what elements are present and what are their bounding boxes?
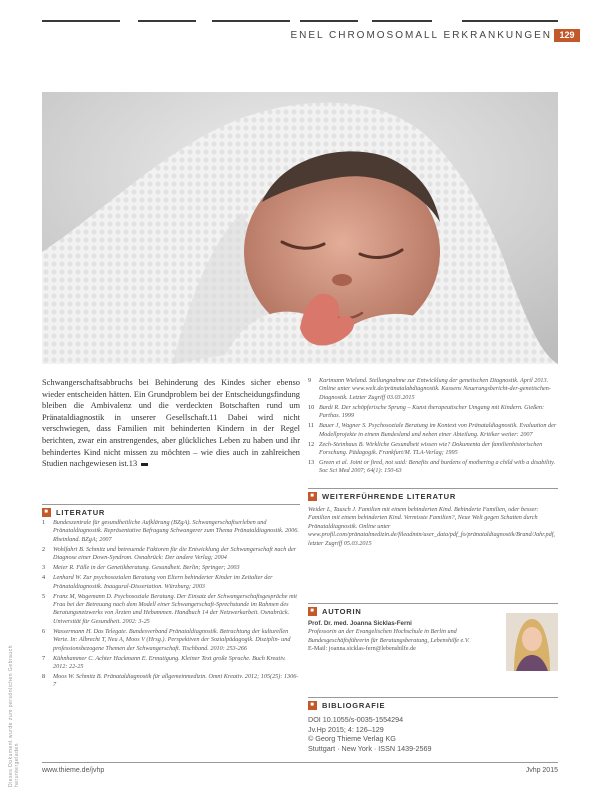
biblio-line: Stuttgart · New York · ISSN 1439-2569 [308, 743, 432, 753]
header-rule [138, 20, 196, 22]
body-paragraph-text: Schwangerschaftsabbruchs bei Behinderung des Kindes sicher ebenso wieder entscheiden hätten. Ein Grundproblem bei der Entscheidungsfindung bleiben die Ambivalenz und die verdeckten Botschaften rund um Pränataldiagnostik in unserer Gesellschaft.11 Dabei wird nicht verschwiegen, dass Familien mit behinderten Kindern in der Regel berichten, zwar ein anstrengendes, aber glückliches Leben zu haben und ihr behindertes Kind nicht missen zu möchten – wie dies auch in zahlreichen Studien nachgewiesen ist.13 [42, 378, 300, 469]
reference-number: 13 [308, 459, 315, 467]
literature-list-left [42, 519, 300, 691]
reference-number: 7 [42, 654, 46, 662]
reference-text: Meier R. Fälle in der Genetikberatung. Gesundheit. Berlin; Springer; 2003 [53, 564, 240, 572]
reference-text: Moos W. Schmitz B. Pränataldiagnostik für allgemeinmedizin. Omni Kreativ. 2012; 105(25): 1306-7 [53, 673, 299, 689]
author-name: Prof. Dr. med. Joanna Sicklas-Ferni [308, 620, 412, 627]
end-of-article-mark [141, 463, 148, 466]
biblio-line: DOI 10.1055/s-0035-1554294 [308, 715, 404, 724]
literature-heading [42, 504, 300, 517]
reference-item [42, 564, 300, 572]
reference-text: Kartmann Wieland. Stellungnahme zur Entwicklung der genetischen Diagnostik. April 2013. Online unter www.welt.de/pränatalabdiagnostik. Kassens Neuerungsbericht-der-genetischen-Diagnostik. Letzter Zugriff 03.03.2015 [319, 377, 551, 401]
reference-number: 8 [42, 673, 46, 681]
literature-list-right [308, 377, 558, 477]
section-square-icon: ■ [42, 508, 51, 517]
reference-item [42, 546, 300, 563]
reference-number: 5 [42, 592, 46, 600]
bibliography-block [308, 715, 558, 753]
reference-item [308, 422, 558, 439]
author-email: E-Mail: joanna.sicklas-fern@lebenshilfe.de [308, 645, 416, 653]
reference-item [42, 673, 300, 690]
reference-text: Lenhard W. Zur psychosozialen Beratung von Eltern behinderter Kinder im Zeitalter der Pränataldiagnostik. Inaugural-Dissertation. Würzburg; 2003 [53, 574, 273, 590]
header-rule [42, 20, 120, 22]
reference-number: 10 [308, 403, 315, 411]
further-literature-heading [308, 488, 558, 501]
download-note: Dieses Dokument wurde zum persönlichen Gebrauch heruntergeladen [8, 645, 20, 787]
reference-text: Green et al. Joint or fired, not said: Benefits and burdens of mothering a child with a disability. Soc Sci Med 2007; 64(1): 150-63 [319, 459, 556, 475]
author-heading-label: AUTORIN [322, 607, 362, 616]
further-literature-text: Weider L, Tausch J. Familien mit einem behinderten Kind. Behinderte Familien, oder besser: Familien mit einem behinderten Kind. Vermisste Familien?, Neue Welt gegen Schatten durch Pränataldiagnostik. Online unter www.profil.com/pränatalmedizin.de/fileadmin/user_data/pdf_fo/pränataldiagnostik/Brand/Jahr.pdf, letzter Zugriff 05.03.2015 [308, 506, 555, 547]
header-rule [372, 20, 432, 22]
reference-text: Bauer J, Wagner S. Psychosoziale Beratung im Kontext von Pränataldiagnostik. Evaluation der Modellprojekte in einem Bundesland und neben einer Abteilung. Kritiker weiter: 2007 [319, 422, 557, 438]
reference-item [308, 459, 558, 476]
footer-issue: Jvhp 2015 [525, 767, 558, 774]
further-literature-heading-label: WEITERFÜHRENDE LITERATUR [322, 492, 457, 501]
section-square-icon: ■ [308, 492, 317, 501]
reference-item [308, 441, 558, 458]
reference-item [42, 655, 300, 672]
header-rule [212, 20, 290, 22]
reference-text: Franz M, Wagemann D. Psychosoziale Beratung. Der Einsatz der Schwangerschaftsgespräche mit Frau bei der Betreuung nach dem Modell einer Schwangerschaft-Sprechstunde im Rahmen des Beratungsnetzwerks von Ärzten und Hebammen. Handbuch 14 der Netzwerkarbeit. Osnabrück. Universität für Gesundheit. 2002: 3-25 [53, 592, 297, 625]
reference-text: Wassermann H. Das Telegate. Bundesverband Pränataldiagnostik. Betrachtung der kulturellen Werte. In: Albrecht T, Neu A, Moos V (Hrsg.). Perspektiven der Sozialpädagogik. Disziplin- und professionsbezogene Themen der Schwangerschaft. Tischband. 2010: 253-266 [53, 627, 291, 652]
reference-number: 4 [42, 574, 46, 582]
literature-heading-label: LITERATUR [56, 508, 106, 517]
reference-number: 12 [308, 440, 315, 448]
reference-item [308, 404, 558, 421]
reference-number: 1 [42, 519, 46, 526]
header-rule [462, 20, 558, 22]
reference-text: Kühnhammer C. Achter Hackmann E. Ermutigung. Kleiner Text große Sprache. Buch Kreativ. 2012: 22-25 [53, 654, 286, 671]
reference-text: Bardi R. Der schöpferische Sprung – Kunst therapeutischer Umgang mit Kindern. Gießen: Parthas. 1999 [319, 403, 545, 420]
reference-number: 2 [42, 545, 46, 553]
bibliography-heading-label: BIBLIOGRAFIE [322, 701, 386, 710]
reference-text: Zech-Steinhaus B. Wirkliche Gesundheit wissen wie? Dokumenta der familienhistorischen Forschung. Pädagogik. Frankfurt/M. TLA-Verlag; 1995 [319, 440, 543, 457]
reference-text: Bundeszentrale für gesundheitliche Aufklärung (BZgA). Schwangerschaftserleben und Pränataldiagnostik. Repräsentative Befragung Schwangerer zum Thema Pränataldiagnostik. 2006. Rheinland. BZgA; 2007 [53, 519, 299, 543]
section-square-icon: ■ [308, 607, 317, 616]
page-number-badge: 129 [554, 29, 580, 42]
header-rule [300, 20, 358, 22]
baby-photo [42, 92, 558, 364]
author-role: Professorin an der Evangelischen Hochschule in Berlin und Bundesgeschäftsführerin für Beratungsberatung, Lebenshilfe e.V. [308, 628, 470, 644]
biblio-line: © Georg Thieme Verlag KG [308, 734, 396, 744]
reference-item [308, 377, 558, 402]
reference-item [42, 628, 300, 653]
reference-number: 3 [42, 564, 46, 572]
reference-number: 11 [308, 422, 314, 430]
reference-number: 9 [308, 377, 312, 384]
body-paragraph [42, 377, 300, 470]
reference-number: 6 [42, 627, 46, 635]
reference-text: Wohlfahrt B. Schmitz und betreuende Faktoren für die Entwicklung der Schwangerschaft nach der Diagnose einer Down-Syndrom. Osnabrück: Der andere Verlag; 2004 [53, 545, 297, 562]
section-square-icon: ■ [308, 701, 317, 710]
reference-item [42, 519, 300, 544]
reference-item [42, 574, 300, 591]
author-portrait [506, 613, 558, 671]
reference-item [42, 593, 300, 627]
footer-rule [42, 762, 558, 763]
bibliography-heading [308, 697, 558, 710]
biblio-line: Jv.Hp 2015; 4: 126–129 [308, 724, 384, 734]
running-head: ENEL CHROMOSOMALL ERKRANKUNGEN [290, 30, 552, 41]
author-info [308, 620, 488, 654]
footer-url: www.thieme.de/jvhp [42, 767, 105, 774]
